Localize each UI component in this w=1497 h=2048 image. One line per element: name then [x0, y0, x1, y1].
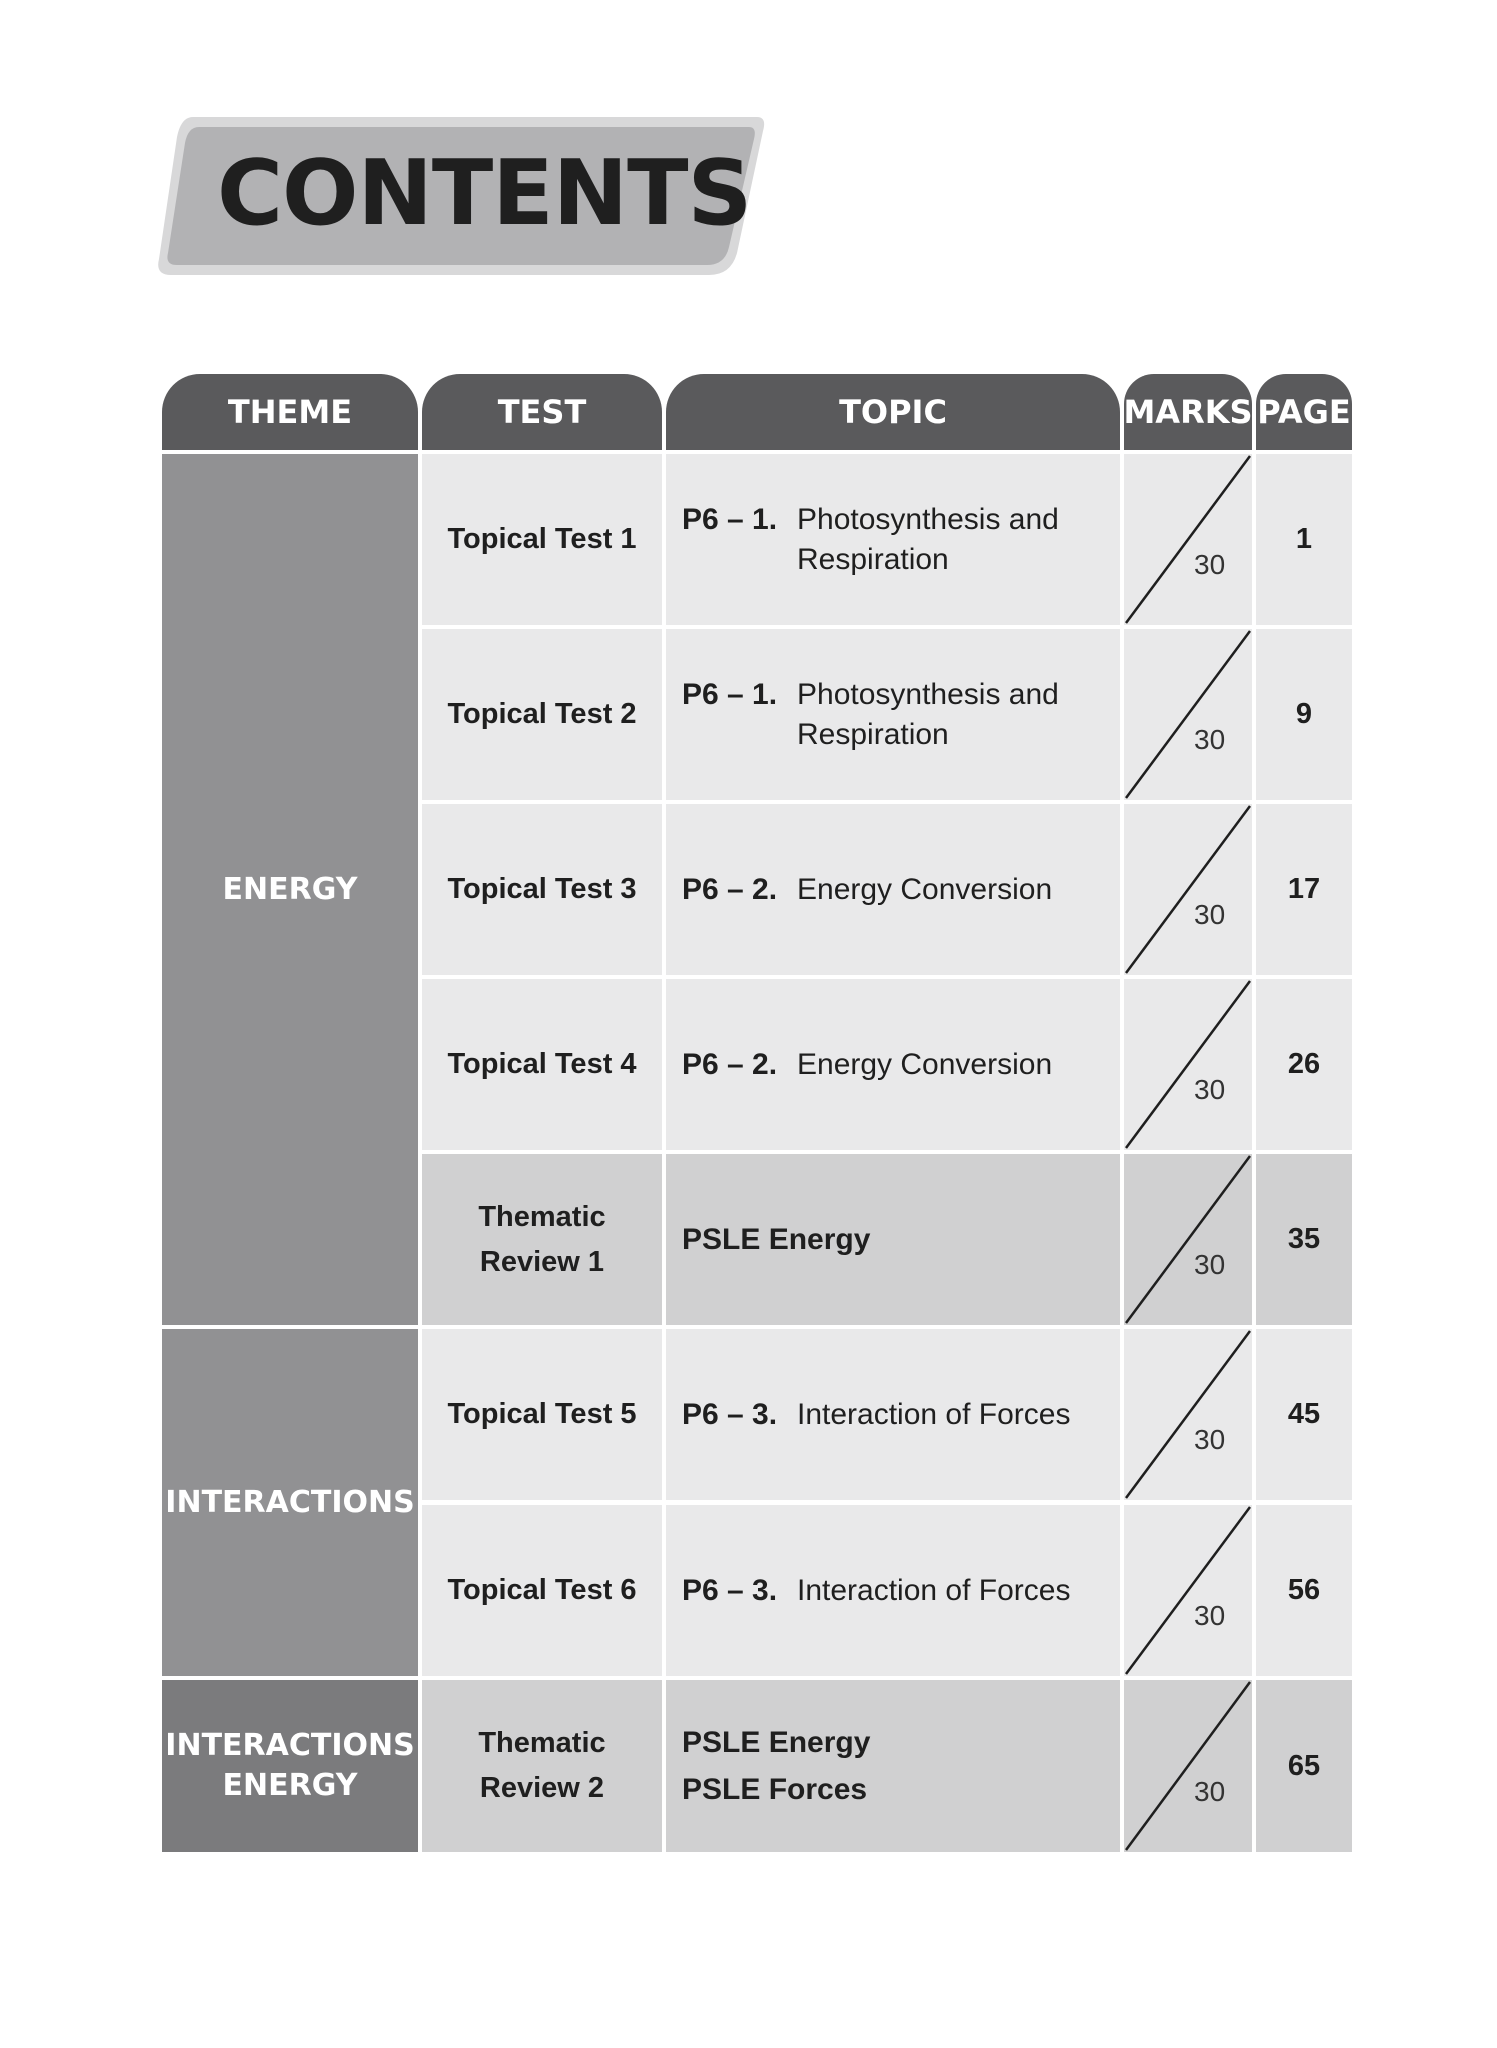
- marks-slash: [1124, 454, 1252, 625]
- test-label: Thematic: [478, 1727, 606, 1759]
- page-cell: [1256, 1329, 1352, 1500]
- page-cell: [1256, 1505, 1352, 1676]
- marks-value: 30: [1194, 1074, 1226, 1105]
- test-label: Topical Test 2: [447, 698, 637, 730]
- marks-cell: [1124, 1329, 1252, 1500]
- marks-slash: [1124, 1680, 1252, 1852]
- topic-name: PSLE Energy: [682, 1726, 871, 1759]
- page-number: 35: [1287, 1223, 1321, 1255]
- theme-label: ENERGY: [222, 871, 358, 907]
- topic-name: Energy Conversion: [797, 1047, 1053, 1081]
- test-cell: [422, 804, 662, 975]
- test-label: Topical Test 4: [447, 1048, 637, 1080]
- topic-name: Respiration: [797, 717, 949, 751]
- topic-code: P6 – 3.: [682, 1397, 778, 1431]
- topic-cell: [666, 1154, 1120, 1325]
- topic-code: P6 – 2.: [682, 872, 778, 906]
- page-number: 9: [1295, 698, 1313, 730]
- test-label: Thematic: [478, 1200, 606, 1233]
- topic-name: Interaction of Forces: [797, 1573, 1071, 1607]
- theme-label: INTERACTIONS: [165, 1484, 415, 1520]
- topic-name: Photosynthesis and: [797, 677, 1059, 711]
- topic-cell: [666, 1680, 1120, 1852]
- marks-value: 30: [1194, 1600, 1226, 1631]
- test-label: Topical Test 5: [447, 1398, 637, 1430]
- page-number: 65: [1287, 1749, 1321, 1782]
- marks-cell: [1124, 454, 1252, 625]
- topic-name: Interaction of Forces: [797, 1397, 1071, 1431]
- test-cell: [422, 979, 662, 1150]
- theme-energy: [162, 454, 418, 1325]
- topic-name: Photosynthesis and: [797, 502, 1059, 536]
- test-label: Review 1: [479, 1245, 605, 1278]
- topic-code: P6 – 1.: [682, 677, 778, 711]
- test-cell: [422, 1154, 662, 1325]
- marks-value: 30: [1194, 899, 1226, 930]
- marks-slash: [1124, 1154, 1252, 1325]
- marks-slash: [1124, 1505, 1252, 1676]
- topic-cell: [666, 454, 1120, 625]
- page-cell: [1256, 629, 1352, 800]
- theme-label: INTERACTIONS: [165, 1728, 415, 1763]
- page-cell: [1256, 1680, 1352, 1852]
- test-label: Topical Test 1: [447, 523, 637, 555]
- topic-cell: [666, 629, 1120, 800]
- test-label: Review 2: [479, 1772, 605, 1804]
- page-number: 45: [1287, 1398, 1321, 1430]
- theme-interactions-energy: [162, 1680, 418, 1852]
- page-number: 56: [1287, 1574, 1321, 1606]
- test-cell: [422, 454, 662, 625]
- page-cell: [1256, 1154, 1352, 1325]
- marks-value: 30: [1194, 549, 1226, 580]
- marks-slash: [1124, 629, 1252, 800]
- marks-value: 30: [1194, 1249, 1226, 1280]
- marks-cell: [1124, 629, 1252, 800]
- marks-cell: [1124, 804, 1252, 975]
- marks-cell: [1124, 1505, 1252, 1676]
- topic-name: PSLE Energy: [682, 1223, 871, 1256]
- theme-label: ENERGY: [222, 1768, 358, 1803]
- page-cell: [1256, 804, 1352, 975]
- topic-cell: [666, 1329, 1120, 1500]
- marks-cell: [1124, 1680, 1252, 1852]
- marks-cell: [1124, 979, 1252, 1150]
- header-page: PAGE: [1256, 374, 1352, 450]
- page-number: 1: [1295, 523, 1313, 555]
- topic-cell: [666, 804, 1120, 975]
- test-label: Topical Test 3: [447, 873, 637, 905]
- page-number: 17: [1287, 873, 1321, 905]
- topic-code: P6 – 1.: [682, 502, 778, 536]
- test-cell: [422, 629, 662, 800]
- page-title: CONTENTS: [217, 141, 752, 246]
- marks-slash: [1124, 979, 1252, 1150]
- marks-slash: [1124, 804, 1252, 975]
- header-test: TEST: [422, 374, 662, 450]
- marks-slash: [1124, 1329, 1252, 1500]
- test-cell: [422, 1329, 662, 1500]
- marks-value: 30: [1194, 1424, 1226, 1455]
- topic-code: P6 – 2.: [682, 1047, 778, 1081]
- topic-name: PSLE Forces: [682, 1773, 868, 1806]
- test-label: Topical Test 6: [447, 1574, 637, 1606]
- topic-name: Respiration: [797, 542, 949, 576]
- contents-banner: [155, 115, 765, 281]
- page-cell: [1256, 979, 1352, 1150]
- topic-cell: [666, 1505, 1120, 1676]
- header-marks: MARKS: [1124, 374, 1252, 450]
- test-cell: [422, 1680, 662, 1852]
- topic-name: Energy Conversion: [797, 872, 1053, 906]
- page-cell: [1256, 454, 1352, 625]
- header-theme: THEME: [162, 374, 418, 450]
- marks-cell: [1124, 1154, 1252, 1325]
- marks-value: 30: [1194, 724, 1226, 755]
- topic-cell: [666, 979, 1120, 1150]
- topic-code: P6 – 3.: [682, 1573, 778, 1607]
- test-cell: [422, 1505, 662, 1676]
- header-topic: TOPIC: [666, 374, 1120, 450]
- marks-value: 30: [1194, 1776, 1226, 1807]
- theme-interactions: [162, 1329, 418, 1676]
- page-number: 26: [1287, 1048, 1321, 1080]
